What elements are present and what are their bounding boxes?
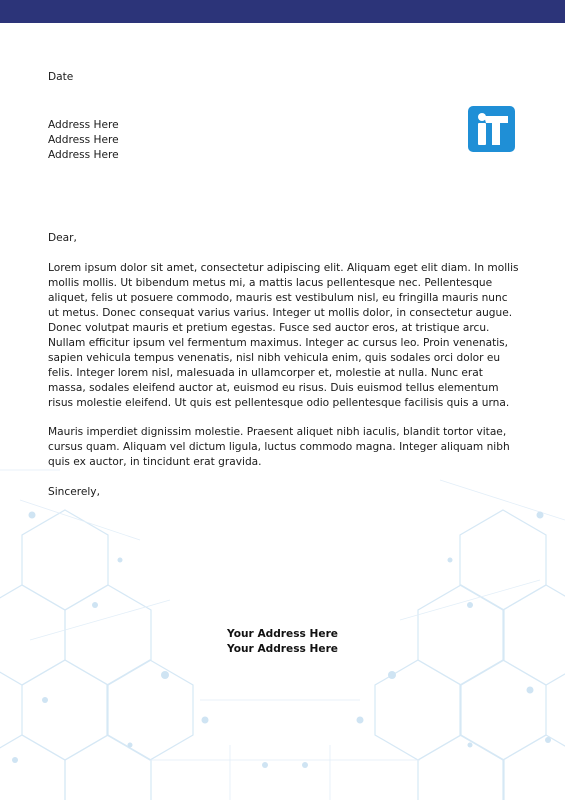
address-line: Address Here — [48, 134, 119, 146]
footer-address — [0, 627, 565, 657]
closing: Sincerely, — [48, 486, 100, 498]
header-bar — [0, 0, 565, 23]
it-logo-icon — [468, 106, 515, 152]
date-line: Date — [48, 71, 74, 83]
body-paragraph: Mauris imperdiet dignissim molestie. Praesent aliquet nibh iaculis, blandit tortor vitae, cursus quam. Aliquam vel dictum ligula, luctus commodo magna. Integer aliquam nibh quis ex auctor, in tincidunt erat gravida. — [48, 426, 510, 468]
address-line: Address Here — [48, 119, 119, 131]
address-line: Address Here — [48, 149, 119, 161]
footer-address-line: Your Address Here — [227, 643, 338, 655]
recipient-address — [48, 118, 119, 163]
salutation: Dear, — [48, 232, 77, 244]
body-paragraph: Lorem ipsum dolor sit amet, consectetur adipiscing elit. Aliquam eget elit diam. In mollis mollis mollis. Ut bibendum metus mi, a mattis lacus pellentesque nec. Pellentesque aliquet, felis ut posuere commodo, mauris est vestibulum nisl, eu fringilla mauris nunc ut metus. Donec consequat varius varius. Integer ut mollis dolor, in consectetur augue. Donec volutpat mauris et pretium egestas. Fusce sed auctor eros, at tristique arcu. Nullam efficitur ipsum vel fermentum maximus. Integer ac cursus leo. Proin venenatis, sapien vehicula tempus venenatis, nisl nibh vehicula enim, quis sodales orci dolor eu felis. Integer lorem nisl, malesuada in ullamcorper et, molestie at nulla. Nunc erat massa, sodales eleifend auctor at, euismod eu risus. Duis euismod tellus elementum risus molestie eleifend. Ut quis est pellentesque odio pellentesque facilisis quis a urna. — [48, 262, 519, 409]
footer-address-line: Your Address Here — [227, 628, 338, 640]
